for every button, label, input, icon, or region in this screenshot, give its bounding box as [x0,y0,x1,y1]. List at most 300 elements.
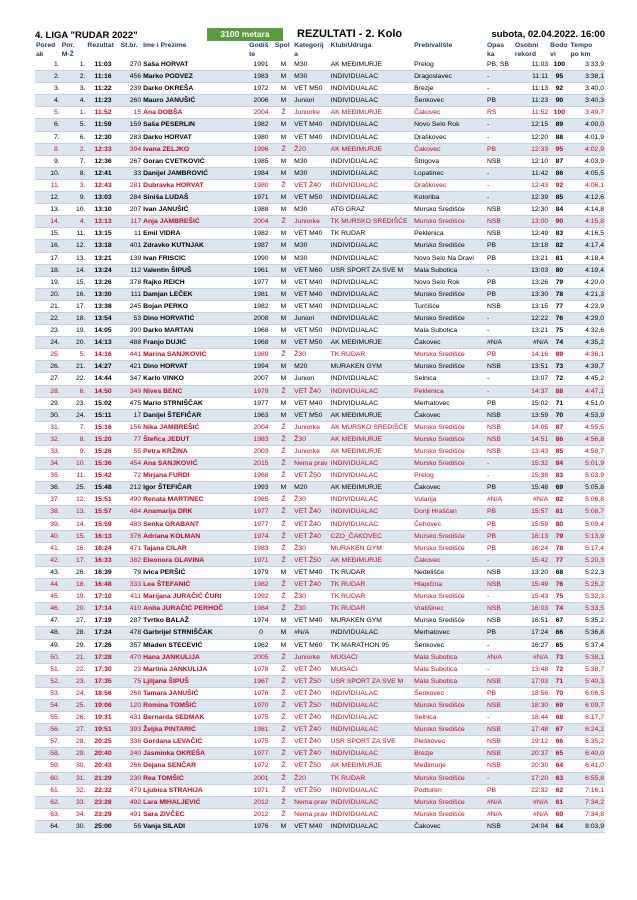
cell-osobni-rekord: 13:18 [531,242,549,250]
cell-name: Nika JAMBREŠIĆ [143,423,200,431]
col-prebivaliste-2 [413,50,486,59]
cell-prebivaliste: Novo Selo Na Dravi [414,254,474,262]
cell-bodovi: 82 [555,496,564,504]
cell-bodovi: 90 [555,218,564,226]
cell-tempo: 4:55,5 [585,423,604,431]
cell-opaska: NSB [486,605,501,613]
table-row [35,724,605,736]
cell-poredak-mz: 5. [79,351,86,359]
col-rezultat: Rezultat [87,42,114,49]
cell-rezultat: 13:24 [94,266,112,274]
cell-startni-broj: 376 [129,532,142,540]
cell-klub: INDIVIDUALAC [330,97,379,105]
cell-startni-broj: 56 [133,822,142,830]
cell-poredak: 52. [50,677,60,685]
cell-klub: TK MARATHON 95 [330,641,389,649]
table-row [35,95,605,107]
cell-kategorija: VET M60 [294,641,323,649]
col-startni-broj-2 [120,50,143,59]
cell-bodovi: 78 [555,544,564,552]
cell-godiste: 1976 [253,822,269,830]
cell-name: Lara MIHALJEVIĆ [143,798,201,806]
cell-klub: INDIVIDUALAC [330,520,379,528]
cell-tempo: 5:36,8 [585,629,604,637]
cell-spol: M [280,375,287,383]
cell-kategorija: M30 [294,157,308,165]
cell-opaska: - [486,460,490,468]
table-row [35,421,605,433]
cell-rezultat: 14:27 [94,363,112,371]
cell-name: Tamara JANUŠIĆ [143,689,199,697]
table-row [35,591,605,603]
cell-spol: Ž [281,762,286,770]
cell-osobni-rekord: 15:38 [531,472,549,480]
cell-klub: AK MEĐIMURJE [330,556,382,564]
cell-poredak: 40. [50,532,60,540]
cell-bodovi: 86 [555,169,564,177]
cell-startni-broj: 267 [129,157,142,165]
cell-poredak: 29. [50,399,60,407]
league-title: 4. LIGA "RUDAR 2022" [35,30,138,41]
cell-opaska: #N/A [486,496,503,504]
cell-tempo: 5:38,7 [585,665,604,673]
cell-name: Romina TOMŠIĆ [143,701,197,709]
cell-poredak: 41. [50,544,60,552]
cell-rezultat: 23:28 [94,798,112,806]
cell-kategorija: VET Ž40 [294,750,321,758]
cell-spol: M [280,290,287,298]
cell-startni-broj: 23 [133,665,142,673]
cell-kategorija: Juniori [294,314,315,322]
cell-prebivaliste: Mursko Središće [414,810,465,818]
cell-spol: M [280,568,287,576]
cell-klub: AK MEĐIMURJE [330,61,382,68]
cell-bodovi: 71 [555,677,564,685]
cell-poredak-mz: 28. [75,738,86,746]
col-godiste-2: te [249,51,256,58]
cell-bodovi: 80 [555,520,564,528]
cell-bodovi: 62 [555,786,564,794]
cell-kategorija: VET M40 [294,290,323,298]
cell-godiste: 2003 [253,448,269,455]
cell-kategorija: M20 [294,363,308,371]
cell-godiste: 1977 [253,278,269,286]
cell-osobni-rekord: 15:48 [531,484,549,492]
cell-rezultat: 21:29 [94,774,112,782]
cell-kategorija: VET Ž40 [294,532,321,540]
cell-opaska: PB [486,544,497,552]
cell-spol: Ž [281,810,286,818]
cell-spol: M [280,85,287,93]
cell-opaska: #N/A [486,810,503,818]
cell-poredak: 39. [50,520,60,528]
cell-opaska: NSB [486,157,501,165]
cell-godiste: 1977 [253,399,269,407]
cell-poredak: 43. [50,568,60,576]
table-row [35,204,605,216]
cell-kategorija: #N/A [294,629,310,637]
cell-rezultat: 25:00 [94,822,112,830]
sheet-header [35,28,605,42]
cell-opaska: PB [486,97,497,105]
table-row [35,530,605,542]
cell-prebivaliste: Čehovec [414,520,441,528]
cell-kategorija: VET M40 [294,302,323,310]
cell-klub: INDIVIDUALAC [330,314,379,322]
cell-poredak-mz: 10. [75,460,86,468]
cell-godiste: 2015 [253,460,269,468]
cell-godiste: 1968 [253,472,269,480]
cell-klub: INDIVIDUALAC [330,242,379,250]
cell-poredak: 7. [54,133,60,141]
cell-kategorija: VET M40 [294,121,323,129]
cell-poredak-mz: 21. [75,653,86,661]
cell-startni-broj: 333 [129,581,142,589]
col-spol-2 [274,50,293,59]
col-tempo-2: po km [570,51,591,58]
cell-name: Anamarija DRK [143,508,193,516]
cell-godiste: 2006 [253,97,269,105]
cell-spol: Ž [281,605,286,613]
cell-name: Ivica PERŠIĆ [143,568,186,576]
cell-opaska: PB [486,508,497,516]
cell-startni-broj: 120 [129,701,142,709]
cell-opaska: PB [486,145,497,153]
cell-name: Bojan PERKO [143,302,189,310]
cell-godiste: 2005 [253,653,269,661]
cell-godiste: 1974 [253,532,269,540]
cell-klub: INDIVIDUALAC [330,508,379,516]
cell-startni-broj: 357 [129,641,142,649]
table-row [35,699,605,711]
cell-poredak-mz: 25. [75,701,86,709]
cell-bodovi: 83 [555,472,564,480]
cell-spol: M [280,206,287,214]
cell-spol: Ž [281,496,286,504]
cell-kategorija: Juniorke [294,423,320,431]
table-row [35,119,605,131]
cell-startni-broj: 260 [129,97,142,105]
cell-rezultat: 13:13 [94,218,112,226]
cell-osobni-rekord: 13:30 [531,290,549,298]
cell-tempo: 5:06,8 [585,496,604,504]
cell-startni-broj: 390 [129,327,142,335]
cell-poredak: 33. [50,448,60,455]
cell-startni-broj: 478 [129,629,142,637]
cell-prebivaliste: Prelog [414,61,434,68]
cell-osobni-rekord: 13:26 [531,278,549,286]
cell-spol: Ž [281,774,286,782]
cell-klub: INDIVIDUALAC [330,121,379,129]
cell-startni-broj: 410 [129,605,142,613]
cell-opaska: PB [486,290,497,298]
cell-bodovi: 68 [555,568,564,576]
col-ime: Ime i Prezime [143,42,187,49]
cell-kategorija: M30 [294,61,308,68]
cell-kategorija: VET Ž40 [294,738,321,746]
cell-kategorija: VET Ž50 [294,472,321,480]
table-row [35,663,605,675]
cell-klub: TK RUDAR [330,593,366,601]
cell-poredak: 16. [50,242,60,250]
cell-godiste: 1977 [253,508,269,516]
cell-startni-broj: 488 [129,339,142,347]
cell-prebivaliste: Mursko Središće [414,701,465,709]
cell-spol: Ž [281,218,286,226]
cell-tempo: 3:40,3 [585,97,604,105]
cell-prebivaliste: Draškovec [414,181,447,189]
cell-tempo: 4:29,0 [585,314,604,322]
cell-prebivaliste: Šenkovec [414,97,444,105]
cell-prebivaliste: Novo Selo Rok [414,278,460,286]
cell-name: Marijana JURAČIĆ ČURI [143,593,222,601]
cell-opaska: - [486,641,490,649]
cell-godiste: 1994 [253,363,269,371]
cell-godiste: 1988 [253,206,269,214]
cell-opaska: - [486,194,490,202]
cell-opaska: PB [486,629,497,637]
cell-klub: AK MEĐIMURJE [330,411,382,419]
cell-tempo: 4:20,0 [585,278,604,286]
cell-poredak-mz: 23. [75,677,86,685]
cell-rezultat: 15:51 [94,496,112,504]
cell-poredak-mz: 20. [75,605,86,613]
cell-poredak: 35. [50,472,60,480]
cell-startni-broj: 139 [129,254,142,262]
cell-osobni-rekord: 11:11 [532,73,549,81]
cell-name: Anita JURAČIĆ PERHOČ [143,605,224,613]
cell-rezultat: 11:22 [94,85,112,93]
cell-spol: M [280,266,287,274]
cell-spol: Ž [281,593,286,601]
cell-rezultat: 13:03 [94,194,112,202]
cell-godiste: 1996 [253,145,269,153]
cell-spol: Ž [281,508,286,516]
cell-poredak-mz: 11. [76,230,86,238]
cell-kategorija: Ž30 [294,593,306,601]
cell-name: Emil VIDRA [143,230,181,238]
cell-prebivaliste: Mursko Središće [414,726,465,734]
table-row [35,240,605,252]
cell-startni-broj: 11 [134,230,142,238]
cell-name: Goran CVETKOVIĆ [143,157,205,165]
cell-prebivaliste: Mursko Središće [414,544,465,552]
cell-rezultat: 15:16 [94,423,112,431]
cell-poredak: 42. [50,556,60,564]
cell-osobni-rekord: #N/A [533,653,549,661]
cell-spol: Ž [281,701,286,709]
cell-spol: M [280,399,287,407]
cell-kategorija: VET Ž40 [294,181,321,189]
cell-spol: Ž [281,460,286,468]
cell-poredak-mz: 10. [75,206,86,214]
cell-godiste: 1970 [253,701,269,709]
cell-rezultat: 15:20 [94,435,112,443]
cell-poredak-mz: 18. [75,314,86,322]
cell-bodovi: 67 [555,726,564,734]
cell-bodovi: 89 [555,121,564,129]
cell-poredak: 37. [50,496,60,504]
table-row [35,179,605,191]
cell-opaska: PB [486,254,497,262]
table-row [35,712,605,724]
table-row [35,71,605,83]
cell-rezultat: 15:26 [94,448,112,455]
cell-rezultat: 20:43 [94,762,112,770]
table-row [35,542,605,554]
cell-kategorija: VET Ž40 [294,689,321,697]
cell-godiste: 1971 [253,786,269,794]
cell-poredak-mz: 20. [75,339,86,347]
cell-osobni-rekord: 17:03 [531,677,549,685]
cell-opaska: - [486,472,490,480]
cell-opaska: - [486,593,490,601]
results-sheet [35,28,605,833]
cell-poredak: 28. [50,387,60,395]
cell-kategorija: VET Ž40 [294,520,321,528]
cell-kategorija: VET Ž40 [294,508,321,516]
cell-prebivaliste: Pleškovec [414,738,446,746]
cell-tempo: 3:49,7 [585,109,604,117]
cell-spol: Ž [281,472,286,480]
cell-spol: M [280,411,287,419]
table-row [35,433,605,445]
cell-klub: INDIVIDUALAC [330,85,379,93]
table-row [35,651,605,663]
cell-osobni-rekord: 18:44 [531,714,549,722]
cell-name: Damjan LEČEK [143,290,193,298]
cell-bodovi: 100 [553,109,566,117]
col-rezultat-2 [86,50,119,59]
table-row [35,397,605,409]
col-kategorija: Kategorij [294,42,324,49]
cell-startni-broj: 284 [129,194,142,202]
cell-rezultat: 14:13 [94,339,112,347]
cell-poredak: 50. [50,653,60,661]
cell-poredak: 62. [50,798,60,806]
cell-spol: Ž [281,109,286,117]
cell-opaska: - [486,387,490,395]
cell-spol: M [280,629,287,637]
cell-name: Anja JAMBREŠIĆ [143,218,200,226]
cell-startni-broj: 55 [133,448,142,455]
cell-name: Lea ŠTEFANIĆ [143,581,191,589]
cell-poredak-mz: 32. [75,786,86,794]
cell-osobni-rekord: 15:43 [531,593,549,601]
cell-spol: M [280,314,287,322]
cell-opaska: NSB [486,302,501,310]
cell-startni-broj: 117 [130,218,142,226]
cell-klub: AK MEĐIMURJE [330,109,382,117]
cell-startni-broj: 394 [129,145,142,153]
cell-poredak: 14. [50,218,60,226]
col-opaska-2: ka [486,51,495,58]
cell-spol: Ž [281,726,286,734]
cell-bodovi: 66 [555,738,564,746]
cell-godiste: 1979 [253,387,269,395]
cell-startni-broj: 283 [129,133,142,141]
cell-poredak: 18. [50,266,60,274]
cell-bodovi: 81 [555,508,564,516]
cell-spol: Ž [281,750,286,758]
cell-godiste: 1974 [253,617,269,625]
cell-bodovi: 85 [555,448,564,455]
cell-poredak-mz: 21. [75,363,86,371]
cell-startni-broj: 431 [129,714,142,722]
cell-poredak: 46. [50,605,60,613]
cell-tempo: 6:09,7 [585,701,604,709]
cell-osobni-rekord: 16:51 [531,617,549,625]
cell-kategorija: Juniori [294,375,315,383]
cell-kategorija: VET M40 [294,133,323,141]
cell-rezultat: 15:59 [94,520,112,528]
cell-poredak: 54. [50,701,60,709]
cell-osobni-rekord: 15:49 [531,581,549,589]
cell-klub: INDIVIDUALAC [330,798,379,806]
cell-godiste: 1982 [253,230,269,238]
table-row [35,675,605,687]
cell-kategorija: M30 [294,73,308,81]
cell-poredak: 56. [50,726,60,734]
cell-bodovi: 100 [553,61,566,68]
cell-kategorija: Juniorke [294,218,320,226]
cell-tempo: 6:40,0 [585,750,604,758]
cell-rezultat: 11:03 [94,61,112,68]
cell-kategorija: M30 [294,254,308,262]
cell-name: Saša PESERLIN [143,121,195,129]
cell-tempo: 4:58,7 [585,448,604,455]
cell-tempo: 5:01,9 [585,460,604,468]
cell-poredak: 55. [50,714,60,722]
cell-rezultat: 18:56 [94,689,112,697]
cell-startni-broj: 483 [129,520,142,528]
cell-godiste: 2008 [253,314,269,322]
cell-tempo: 4:16,5 [585,230,604,238]
cell-poredak-mz: 9. [79,194,86,202]
cell-osobni-rekord: 20:30 [531,762,549,770]
cell-name: Saša HORVAT [143,61,189,68]
cell-spol: M [280,230,287,238]
cell-tempo: 6:35,2 [585,738,604,746]
cell-klub: INDIVIDUALAC [330,73,379,81]
cell-name: Danijel JAMBROVIĆ [143,169,209,177]
cell-prebivaliste: Novo Selo Rok [414,121,460,129]
cell-name: Valentin ŠIPUŠ [143,266,192,274]
cell-bodovi: 66 [555,629,564,637]
cell-startni-broj: 159 [129,121,142,129]
cell-opaska: - [486,314,490,322]
cell-tempo: 5:20,3 [585,556,604,564]
cell-opaska: PB [486,689,497,697]
cell-startni-broj: 491 [129,810,142,818]
cell-poredak-mz: 5. [79,121,86,129]
cell-spol: Ž [281,581,286,589]
cell-rezultat: 19:31 [94,714,112,722]
col-opaska: Opas [486,42,504,49]
table-row [35,494,605,506]
table-row [35,131,605,143]
cell-spol: M [280,339,287,347]
cell-rezultat: 23:29 [94,810,112,818]
cell-rezultat: 13:15 [94,230,112,238]
cell-startni-broj: 490 [129,496,142,504]
cell-osobni-rekord: 12:30 [531,206,549,214]
cell-osobni-rekord: 13:59 [531,411,549,419]
cell-poredak-mz: 12. [75,496,86,504]
cell-startni-broj: 347 [129,375,142,383]
cell-godiste: 1963 [253,411,269,419]
cell-name: Tvrtko BALAŽ [143,617,189,625]
